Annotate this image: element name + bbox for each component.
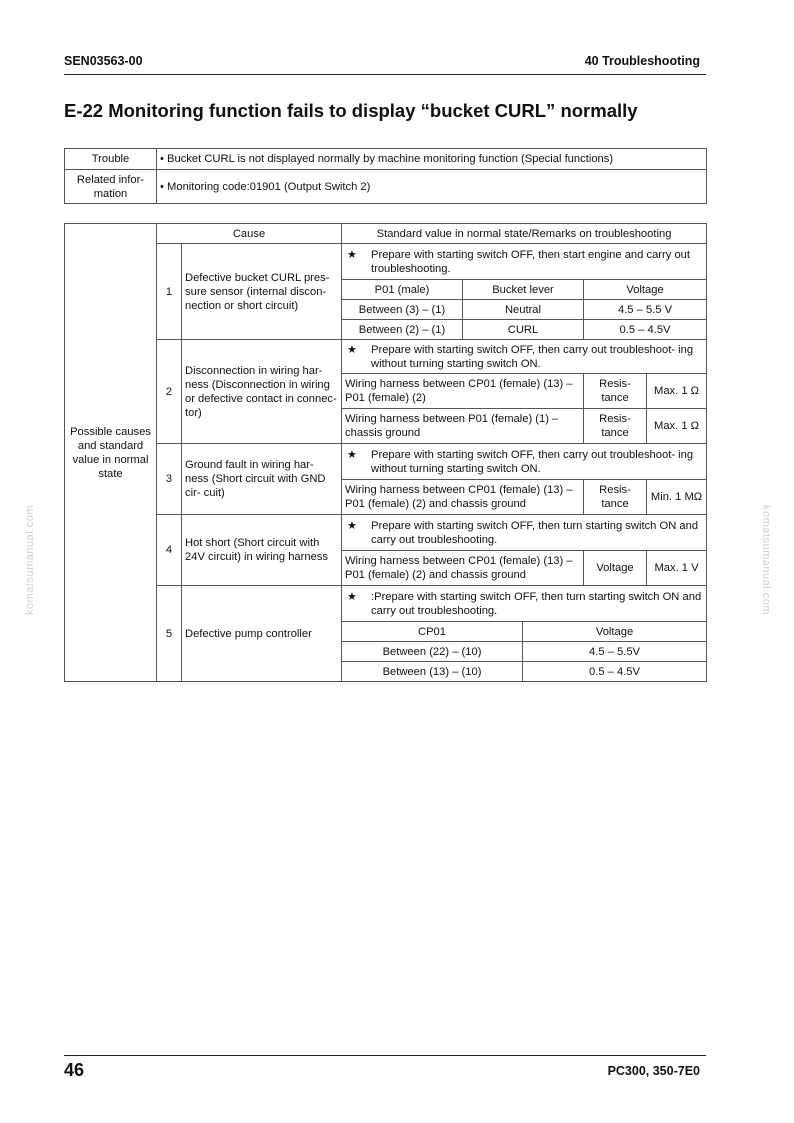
cause-4-note: ★ Prepare with starting switch OFF, then turn starting switch ON and carry out troubleshooting.: [342, 515, 707, 551]
star-icon: ★: [347, 448, 358, 461]
cause-3-text: Ground fault in wiring har- ness (Short circuit with GND cir- cuit): [182, 444, 342, 515]
cause-1-text: Defective bucket CURL pres- sure sensor (internal discon- nection or short circuit): [182, 244, 342, 340]
info-table: [64, 148, 707, 204]
cause-1-note: ★ Prepare with starting switch OFF, then start engine and carry out troubleshooting.: [342, 244, 707, 280]
cause-1-number: 1: [157, 244, 182, 340]
table-cell: Wiring harness between CP01 (female) (13) – P01 (female) (2): [342, 374, 584, 409]
cause-5-col-voltage: Voltage: [523, 622, 707, 642]
trouble-text: • Bucket CURL is not displayed normally by machine monitoring function (Special functions): [157, 149, 707, 170]
table-cell: 0.5 – 4.5V: [523, 662, 707, 682]
doc-code: SEN03563-00: [64, 54, 143, 68]
section-title: 40 Troubleshooting: [584, 54, 700, 68]
table-cell: Between (3) – (1): [342, 300, 463, 320]
cause-4-number: 4: [157, 515, 182, 586]
cause-5-note: ★ :Prepare with starting switch OFF, then turn starting switch ON and carry out troubleshooting.: [342, 586, 707, 622]
cause-5-number: 5: [157, 586, 182, 682]
cause-2-note: ★ Prepare with starting switch OFF, then carry out troubleshoot- ing without turning starting switch ON.: [342, 340, 707, 374]
table-cell: Min. 1 MΩ: [647, 480, 707, 515]
standard-header: Standard value in normal state/Remarks on troubleshooting: [342, 224, 707, 244]
cause-3-note: ★ Prepare with starting switch OFF, then carry out troubleshoot- ing without turning starting switch ON.: [342, 444, 707, 480]
table-cell: CURL: [463, 320, 584, 340]
cause-5-text: Defective pump controller: [182, 586, 342, 682]
cause-1-col-voltage: Voltage: [584, 280, 707, 300]
table-cell: Max. 1 Ω: [647, 409, 707, 444]
possible-causes-label: Possible causes and standard value in normal state: [65, 224, 157, 682]
star-icon: ★: [347, 519, 358, 532]
table-cell: Between (22) – (10): [342, 642, 523, 662]
cause-2-text: Disconnection in wiring har- ness (Disconnection in wiring or defective contact in connec- tor): [182, 340, 342, 444]
cause-1-col-lever: Bucket lever: [463, 280, 584, 300]
cause-1-col-p01: P01 (male): [342, 280, 463, 300]
page-number: 46: [64, 1060, 85, 1080]
table-cell: Resis- tance: [584, 409, 647, 444]
page-title: E-22 Monitoring function fails to display “bucket CURL” normally: [64, 100, 638, 121]
watermark-right: komatsumanual.com: [760, 505, 772, 615]
model-number: PC300, 350-7E0: [607, 1064, 700, 1078]
header-rule: [64, 74, 706, 75]
cause-header: Cause: [157, 224, 342, 244]
table-cell: Wiring harness between P01 (female) (1) – chassis ground: [342, 409, 584, 444]
related-info-label: Related infor- mation: [65, 170, 157, 204]
table-cell: 0.5 – 4.5V: [584, 320, 707, 340]
table-cell: 4.5 – 5.5 V: [584, 300, 707, 320]
table-cell: Neutral: [463, 300, 584, 320]
star-icon: ★: [347, 590, 358, 603]
table-cell: Wiring harness between CP01 (female) (13) – P01 (female) (2) and chassis ground: [342, 551, 584, 586]
table-cell: Max. 1 Ω: [647, 374, 707, 409]
star-icon: ★: [347, 248, 358, 261]
footer-rule: [64, 1055, 706, 1056]
trouble-label: Trouble: [65, 149, 157, 170]
table-cell: Between (13) – (10): [342, 662, 523, 682]
table-cell: Between (2) – (1): [342, 320, 463, 340]
related-info-text: • Monitoring code:01901 (Output Switch 2): [157, 170, 707, 204]
cause-2-number: 2: [157, 340, 182, 444]
table-cell: Voltage: [584, 551, 647, 586]
cause-4-text: Hot short (Short circuit with 24V circuit) in wiring harness: [182, 515, 342, 586]
table-cell: Max. 1 V: [647, 551, 707, 586]
cause-5-col-cp01: CP01: [342, 622, 523, 642]
watermark-left: komatsumanual.com: [24, 505, 36, 615]
table-cell: 4.5 – 5.5V: [523, 642, 707, 662]
causes-table: [64, 223, 707, 682]
table-cell: Resis- tance: [584, 374, 647, 409]
cause-3-number: 3: [157, 444, 182, 515]
table-cell: Resis- tance: [584, 480, 647, 515]
table-cell: Wiring harness between CP01 (female) (13) – P01 (female) (2) and chassis ground: [342, 480, 584, 515]
star-icon: ★: [347, 343, 358, 356]
